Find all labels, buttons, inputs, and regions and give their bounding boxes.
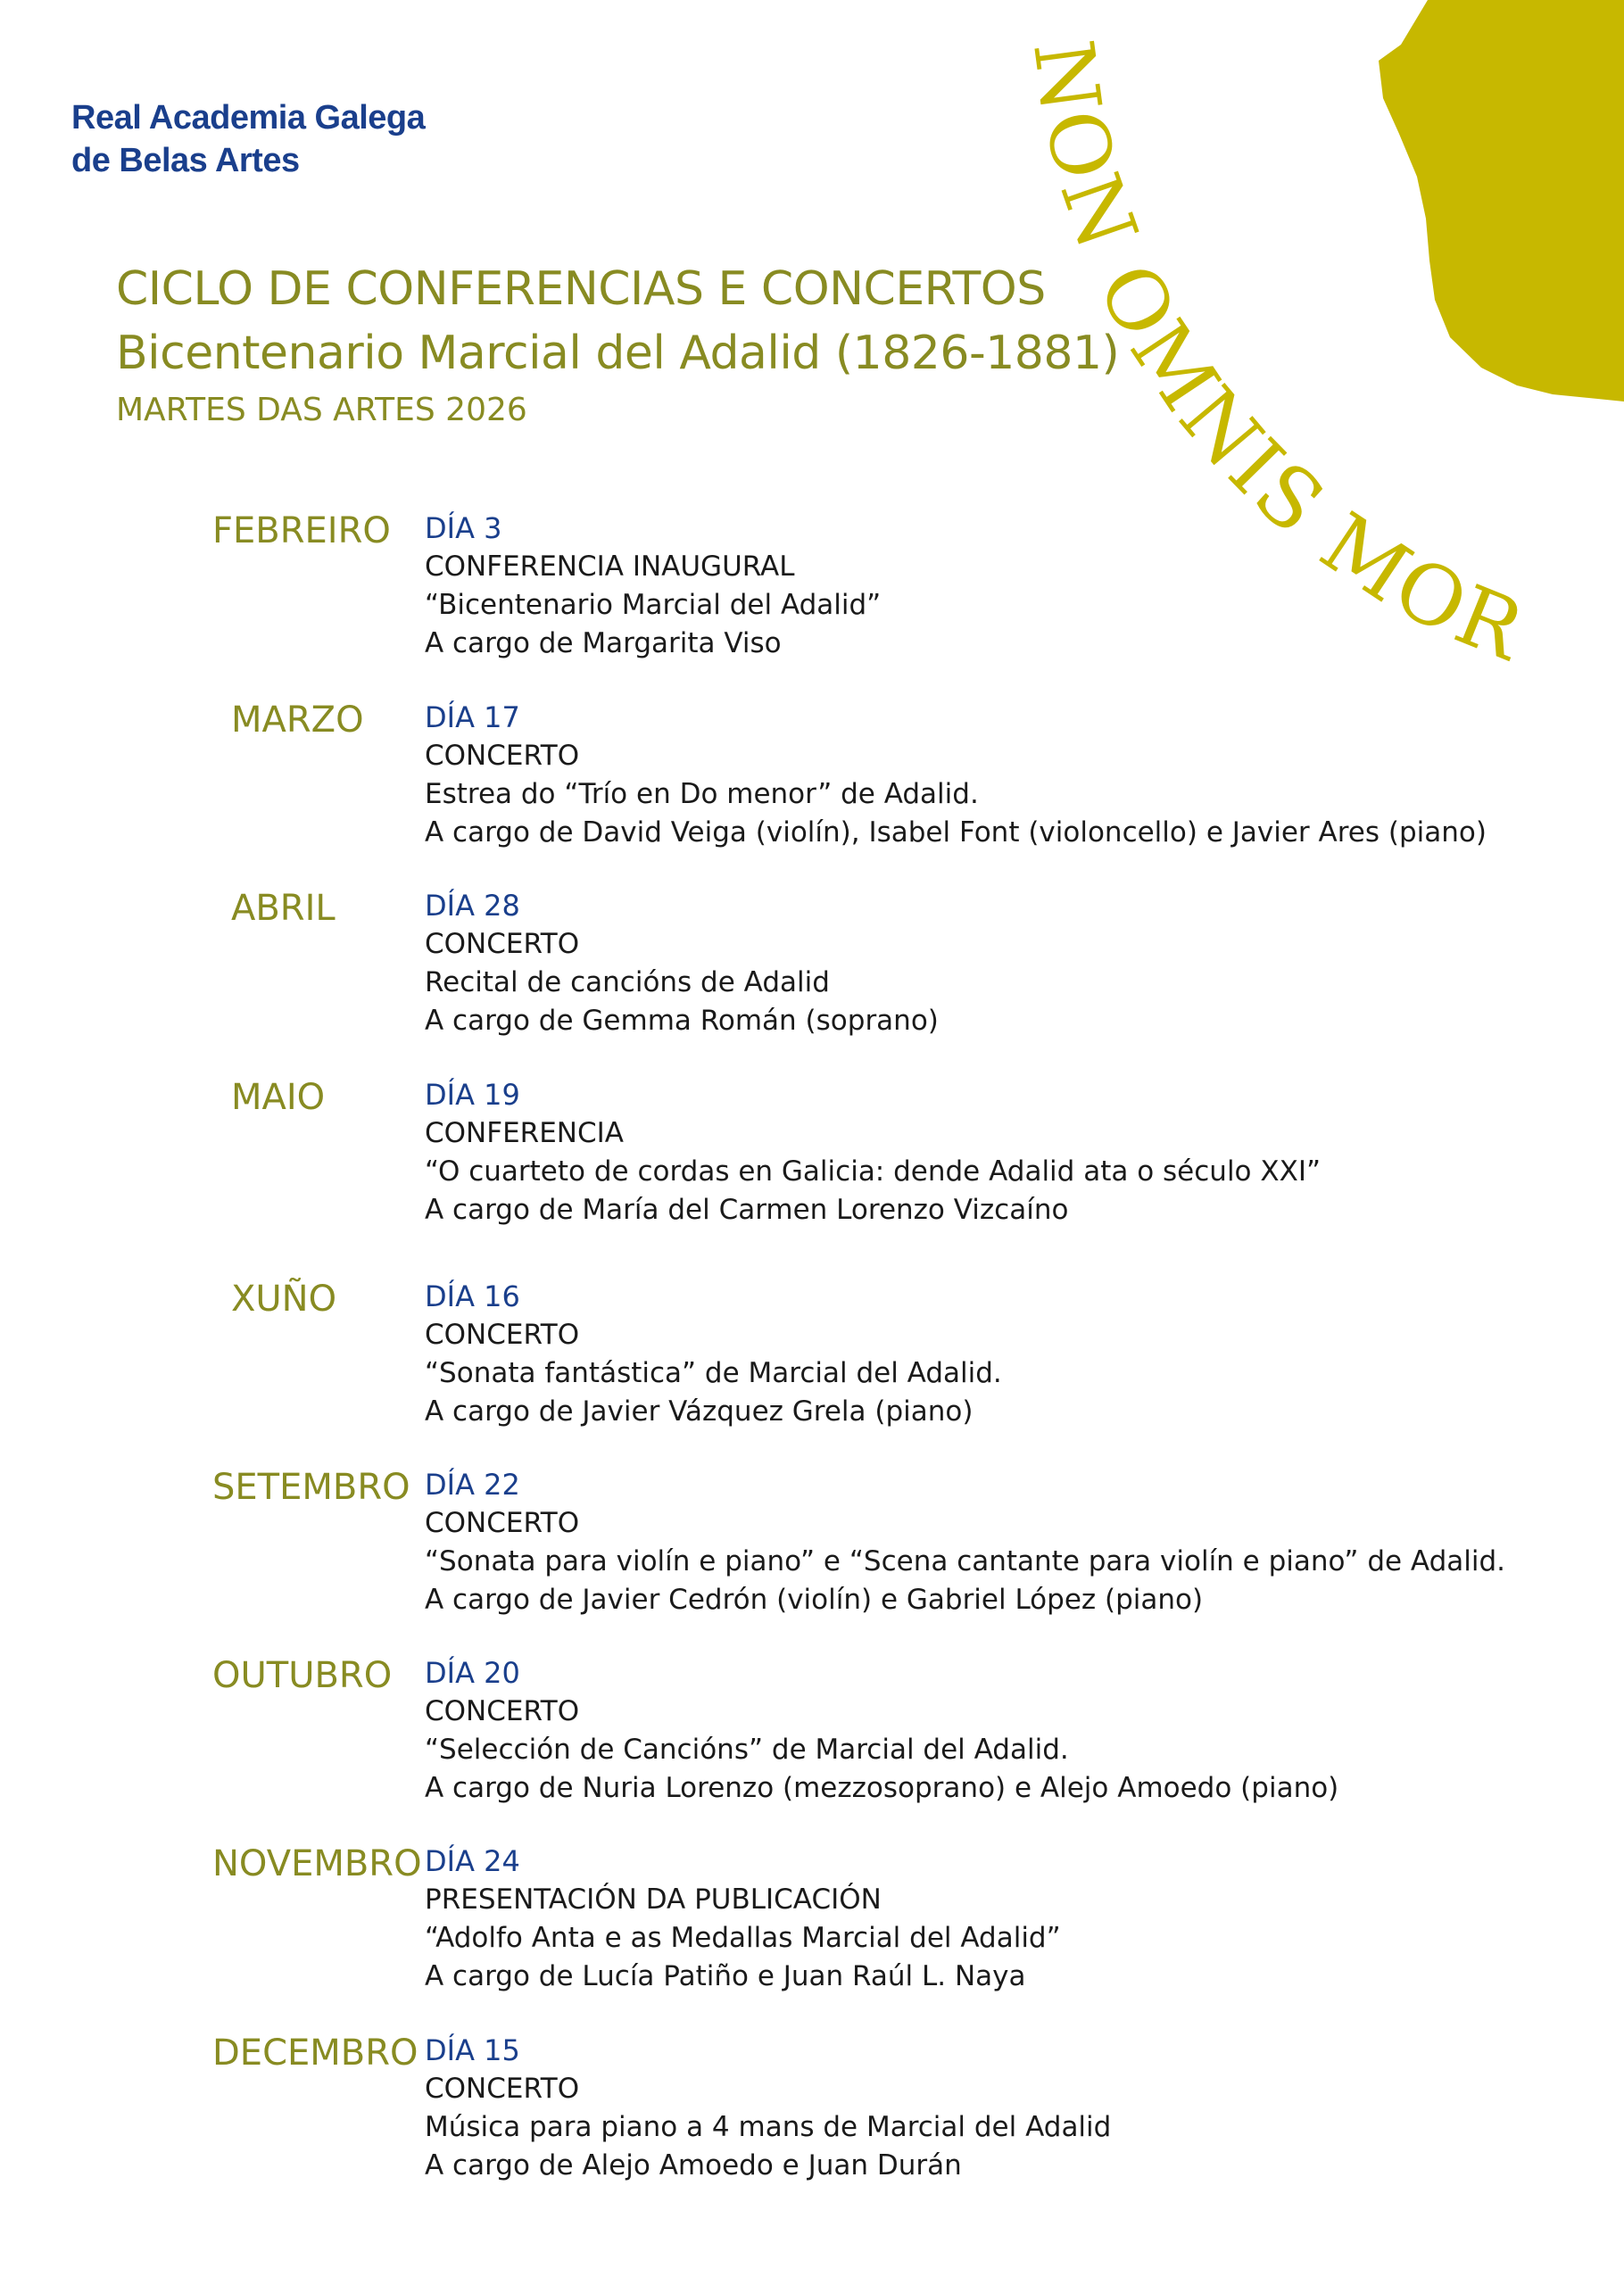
- event-details: [425, 1465, 1505, 1619]
- event-day: DÍA 20: [425, 1656, 520, 1690]
- event-performers: A cargo de Javier Cedrón (violín) e Gabriel López (piano): [425, 1584, 1204, 1616]
- event-performers: A cargo de Gemma Román (soprano): [425, 1005, 939, 1037]
- event-details: [425, 2031, 1111, 2185]
- event-day: DÍA 24: [425, 1844, 520, 1878]
- event-details: [425, 698, 1487, 852]
- event-title: “O cuarteto de cordas en Galicia: dende Adalid ata o século XXI”: [425, 1155, 1322, 1188]
- event-title: Estrea do “Trío en Do menor” de Adalid.: [425, 778, 979, 810]
- event-day: DÍA 3: [425, 511, 502, 545]
- event-day: DÍA 17: [425, 700, 520, 734]
- event-type: PRESENTACIÓN DA PUBLICACIÓN: [425, 1883, 882, 1916]
- event-title: Recital de cancións de Adalid: [425, 966, 830, 998]
- organization-name: [71, 96, 425, 182]
- event-day: DÍA 22: [425, 1468, 520, 1502]
- seal-motto: NON OMNIS MOR: [1015, 34, 1538, 680]
- event-title: Música para piano a 4 mans de Marcial del Adalid: [425, 2111, 1112, 2143]
- event-title: “Adolfo Anta e as Medallas Marcial del Adalid”: [425, 1922, 1061, 1954]
- page-title: CICLO DE CONFERENCIAS E CONCERTOS: [116, 262, 1046, 316]
- event-type: CONCERTO: [425, 1695, 580, 1727]
- event-details: [425, 1075, 1321, 1229]
- event-type: CONCERTO: [425, 1507, 580, 1539]
- event-performers: A cargo de Javier Vázquez Grela (piano): [425, 1395, 974, 1428]
- event-performers: A cargo de María del Carmen Lorenzo Vizcaíno: [425, 1194, 1069, 1226]
- event-type: CONCERTO: [425, 1319, 580, 1351]
- event-month: MARZO: [231, 700, 364, 741]
- event-month: FEBREIRO: [212, 510, 391, 551]
- event-performers: A cargo de Lucía Patiño e Juan Raúl L. Naya: [425, 1960, 1026, 1992]
- organization-line-2: de Belas Artes: [71, 142, 300, 179]
- event-month: MAIO: [231, 1077, 326, 1118]
- event-title: “Sonata para violín e piano” e “Scena cantante para violín e piano” de Adalid.: [425, 1545, 1506, 1577]
- event-month: XUÑO: [231, 1279, 337, 1320]
- event-performers: A cargo de David Veiga (violín), Isabel Font (violoncello) e Javier Ares (piano): [425, 816, 1487, 849]
- event-day: DÍA 15: [425, 2033, 520, 2067]
- organization-line-1: Real Academia Galega: [71, 99, 426, 137]
- page-header: [116, 257, 1119, 435]
- event-type: CONFERENCIA INAUGURAL: [425, 551, 795, 583]
- event-title: “Selección de Cancións” de Marcial del Adalid.: [425, 1734, 1069, 1766]
- event-month: DECEMBRO: [212, 2032, 418, 2074]
- event-day: DÍA 16: [425, 1279, 520, 1313]
- page-subtitle: Bicentenario Marcial del Adalid (1826-1881): [116, 327, 1120, 380]
- event-performers: A cargo de Alejo Amoedo e Juan Durán: [425, 2149, 962, 2182]
- seal-shield-shape: [1379, 0, 1624, 402]
- event-type: CONCERTO: [425, 2073, 580, 2105]
- event-month: SETEMBRO: [212, 1467, 410, 1508]
- event-type: CONFERENCIA: [425, 1117, 624, 1149]
- event-title: “Sonata fantástica” de Marcial del Adalid.: [425, 1357, 1002, 1389]
- event-day: DÍA 28: [425, 889, 520, 923]
- series-label: MARTES DAS ARTES 2026: [116, 392, 527, 428]
- event-details: [425, 1653, 1338, 1808]
- event-details: [425, 1842, 1061, 1996]
- event-details: [425, 1277, 1002, 1431]
- event-performers: A cargo de Nuria Lorenzo (mezzosoprano) e Alejo Amoedo (piano): [425, 1772, 1339, 1804]
- event-month: OUTUBRO: [212, 1655, 393, 1696]
- event-title: “Bicentenario Marcial del Adalid”: [425, 589, 882, 621]
- event-month: NOVEMBRO: [212, 1843, 422, 1884]
- event-details: [425, 509, 881, 663]
- event-day: DÍA 19: [425, 1078, 520, 1112]
- event-month: ABRIL: [231, 888, 336, 929]
- event-type: CONCERTO: [425, 740, 580, 772]
- event-type: CONCERTO: [425, 928, 580, 960]
- event-details: [425, 886, 939, 1040]
- event-performers: A cargo de Margarita Viso: [425, 627, 782, 659]
